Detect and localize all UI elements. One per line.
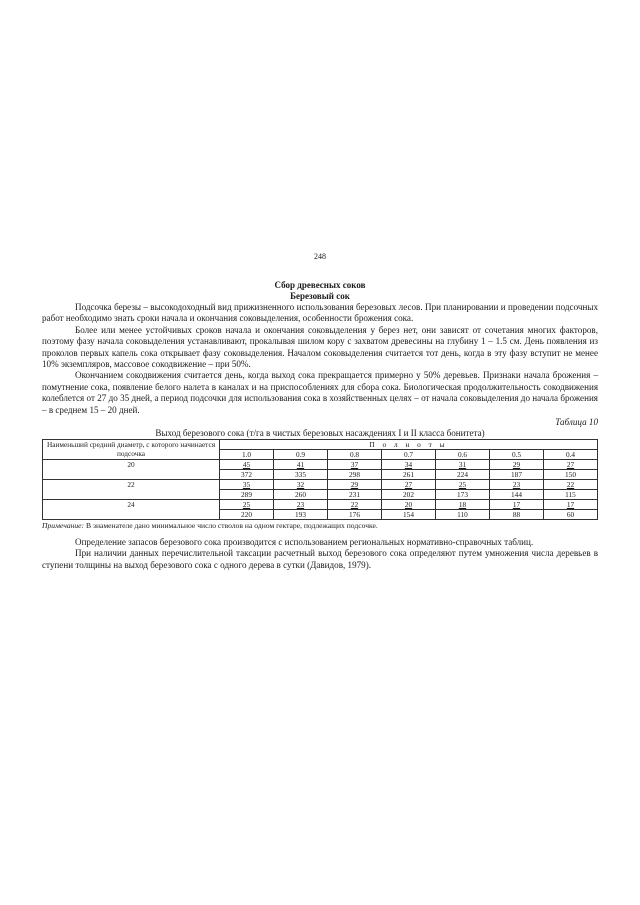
denominator-cell: 289: [220, 490, 274, 500]
table-row-denominator: [43, 490, 598, 500]
density-value: 0.9: [274, 450, 328, 460]
numerator-cell: 23: [490, 480, 544, 490]
numerator-cell: 37: [328, 460, 382, 470]
numerator-cell: 20: [382, 500, 436, 510]
sap-yield-table: [42, 439, 598, 520]
paragraph: Определение запасов березового сока производится с использованием региональных нормативно-справочных таблиц.: [75, 537, 534, 548]
table-row-denominator: [43, 470, 598, 480]
denominator-cell: 372: [220, 470, 274, 480]
denominator-cell: 88: [490, 510, 544, 520]
header-diameter: Наименьший средний диаметр, с которого начинается подсочка: [43, 440, 220, 460]
table-caption: Выход березового сока (т/га в чистых березовых насаждениях I и II класса бонитета): [155, 428, 485, 439]
page-content: [42, 252, 598, 571]
diameter-cell-continued: [43, 490, 220, 500]
denominator-cell: 298: [328, 470, 382, 480]
denominator-cell: 193: [274, 510, 328, 520]
numerator-cell: 17: [490, 500, 544, 510]
denominator-cell: 115: [544, 490, 598, 500]
denominator-cell: 154: [382, 510, 436, 520]
density-value: 1.0: [220, 450, 274, 460]
denominator-cell: 202: [382, 490, 436, 500]
diameter-cell-continued: [43, 470, 220, 480]
denominator-cell: 60: [544, 510, 598, 520]
denominator-cell: 220: [220, 510, 274, 520]
table-row-numerator: [43, 500, 598, 510]
denominator-cell: 260: [274, 490, 328, 500]
note-text: В знаменателе дано минимальное число стволов на одном гектаре, подлежащих подсочке.: [84, 521, 378, 531]
density-value: 0.6: [436, 450, 490, 460]
diameter-cell: 24: [43, 500, 220, 510]
diameter-cell: 22: [43, 480, 220, 490]
numerator-cell: 34: [382, 460, 436, 470]
density-value: 0.7: [382, 450, 436, 460]
numerator-cell: 22: [328, 500, 382, 510]
table-label: Таблица 10: [555, 417, 598, 428]
section-title: Сбор древесных соков: [274, 280, 366, 290]
header-density: П о л н о т ы: [220, 440, 598, 450]
numerator-cell: 27: [544, 460, 598, 470]
table-row-numerator: [43, 480, 598, 490]
denominator-cell: 176: [328, 510, 382, 520]
denominator-cell: 187: [490, 470, 544, 480]
numerator-cell: 35: [220, 480, 274, 490]
numerator-cell: 17: [544, 500, 598, 510]
diameter-cell: 20: [43, 460, 220, 470]
numerator-cell: 23: [274, 500, 328, 510]
numerator-cell: 31: [436, 460, 490, 470]
paragraph: Окончанием сокодвижения считается день, когда выход сока прекращается примерно у 50% деревьев. Признаки начала брожения – помутнение сока, появление белого налета в каналах и на приспособлениях для сбора сока. Биологическая продолжительность сокодвижения колеблется от 27 до 35 дней, а период подсочки для использования сока в хозяйственных целях – от начала соковыделения до начала брожения – в среднем 15 – 20 дней.: [42, 370, 598, 415]
note-label: Примечание:: [42, 521, 85, 531]
denominator-cell: 231: [328, 490, 382, 500]
numerator-cell: 41: [274, 460, 328, 470]
denominator-cell: 335: [274, 470, 328, 480]
denominator-cell: 150: [544, 470, 598, 480]
density-value: 0.5: [490, 450, 544, 460]
denominator-cell: 224: [436, 470, 490, 480]
denominator-cell: 261: [382, 470, 436, 480]
table-note: [42, 521, 598, 531]
numerator-cell: 29: [328, 480, 382, 490]
density-value: 0.4: [544, 450, 598, 460]
density-value: 0.8: [328, 450, 382, 460]
numerator-cell: 27: [382, 480, 436, 490]
numerator-cell: 29: [490, 460, 544, 470]
table-row-numerator: [43, 460, 598, 470]
denominator-cell: 173: [436, 490, 490, 500]
paragraph: Более или менее устойчивых сроков начала и окончания соковыделения у берез нет, они зависят от сочетания многих факторов, поэтому фазу начала соковыделения устанавливают, прокалывая шилом кору с захватом древесины на глубину 1 – 1.5 см. День появления из проколов первых капель сока открывает фазу соковыделения. Началом соковыделения считается тот день, когда в эту фазу вступит не менее 10% экземпляров, массовое сокодвижение – при 50%.: [42, 324, 598, 370]
numerator-cell: 18: [436, 500, 490, 510]
paragraph: При наличии данных перечислительной таксации расчетный выход березового сока определяют путем умножения числа деревьев в ступени толщины на выход березового сока с одного дерева в сутки (Давидов, 1979).: [42, 548, 598, 570]
numerator-cell: 25: [436, 480, 490, 490]
diameter-cell-continued: [43, 510, 220, 520]
numerator-cell: 25: [220, 500, 274, 510]
numerator-cell: 32: [274, 480, 328, 490]
table-row-denominator: [43, 510, 598, 520]
section-subtitle: Березовый сок: [290, 291, 350, 301]
denominator-cell: 144: [490, 490, 544, 500]
denominator-cell: 110: [436, 510, 490, 520]
paragraph: Подсочка березы – высокодоходный вид прижизненного использования березовых лесов. При планировании и проведении подсочных работ необходимо знать сроки начала и окончания соковыделения, особенности брожения сока.: [42, 302, 598, 324]
table-header-row: [43, 440, 598, 450]
numerator-cell: 45: [220, 460, 274, 470]
numerator-cell: 22: [544, 480, 598, 490]
page-number: 248: [314, 252, 326, 261]
